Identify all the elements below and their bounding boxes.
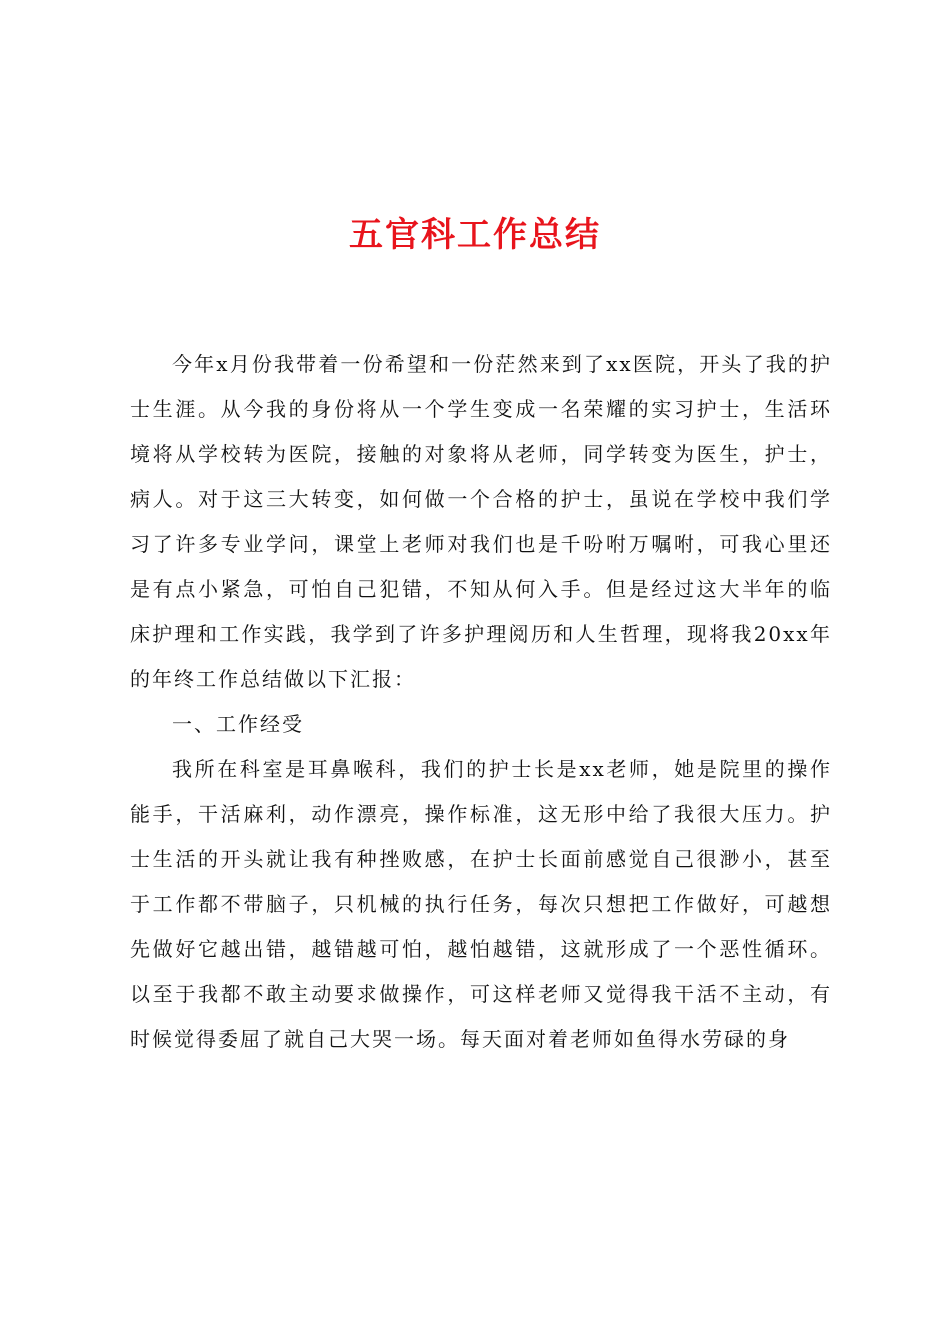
paragraph-intro: 今年x月份我带着一份希望和一份茫然来到了xx医院，开头了我的护士生涯。从今我的身份将从一个学生变成一名荣耀的实习护士，生活环境将从学校转为医院，接触的对象将从老师，同学转变为医生，护士，病人。对于这三大转变，如何做一个合格的护士，虽说在学校中我们学习了许多专业学问，课堂上老师对我们也是千吩咐万嘱咐，可我心里还是有点小紧急，可怕自己犯错，不知从何入手。但是经过这大半年的临床护理和工作实践，我学到了许多护理阅历和人生哲理，现将我20xx年的年终工作总结做以下汇报： [130,352,832,691]
document-body [130,342,832,1062]
paragraph-work-experience: 我所在科室是耳鼻喉科，我们的护士长是xx老师，她是院里的操作能手，干活麻利，动作漂亮，操作标准，这无形中给了我很大压力。护士生活的开头就让我有种挫败感，在护士长面前感觉自己很渺小，甚至于工作都不带脑子，只机械的执行任务，每次只想把工作做好，可越想先做好它越出错，越错越可怕，越怕越错，这就形成了一个恶性循环。以至于我都不敢主动要求做操作，可这样老师又觉得我干活不主动，有时候觉得委屈了就自己大哭一场。每天面对着老师如鱼得水劳碌的身 [130,757,832,1051]
section-heading-work-experience: 一、工作经受 [172,712,304,736]
document-title: 五官科工作总结 [349,215,601,255]
